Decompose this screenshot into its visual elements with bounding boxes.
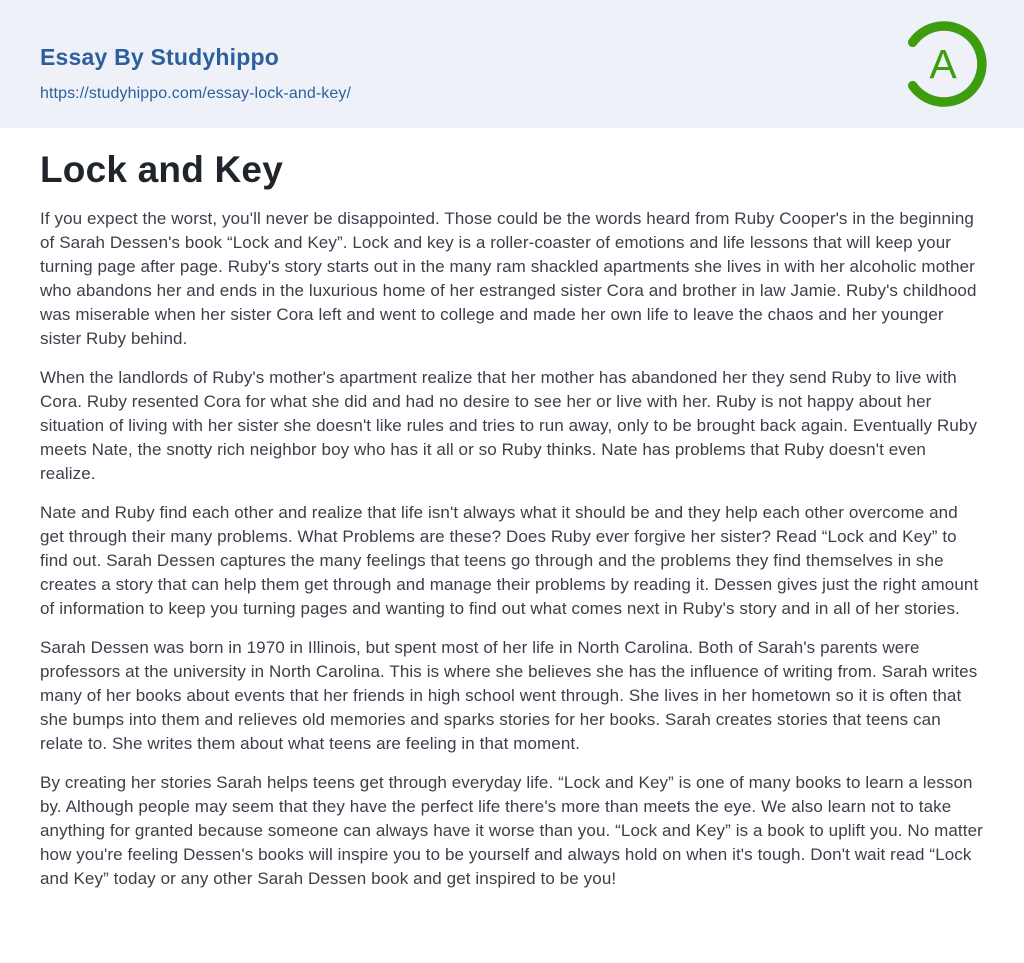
page-header [0, 0, 1024, 128]
essay-paragraph: By creating her stories Sarah helps teens get through everyday life. “Lock and Key” is one of many books to learn a lesson by. Although people may seem that they have the perfect life there's more than meets the eye. We also learn not to take anything for granted because someone can always have it worse than you. “Lock and Key” is a book to uplift you. No matter how you're feeling Dessen's books will inspire you to be yourself and always hold on when it's tough. Don't wait read “Lock and Key” today or any other Sarah Dessen book and get inspired to be you! [40, 773, 983, 889]
essay-paragraph: If you expect the worst, you'll never be disappointed. Those could be the words heard from Ruby Cooper's in the beginning of Sarah Dessen's book “Lock and Key”. Lock and key is a roller-coaster of emotions and life lessons that will keep your turning page after page. Ruby's story starts out in the many ram shackled apartments she lives in with her alcoholic mother who abandons her and ends in the luxurious home of her estranged sister Cora and brother in law Jamie. Ruby's childhood was miserable when her sister Cora left and went to college and made her own life to leave the chaos and her younger sister Ruby behind. [40, 209, 977, 349]
essay-content [0, 128, 1024, 891]
essay-paragraph: Nate and Ruby find each other and realize that life isn't always what it should be and they help each other overcome and get through their many problems. What Problems are these? Does Ruby ever forgive her sister? Read “Lock and Key” to find out. Sarah Dessen captures the many feelings that teens go through and the problems they find themselves in she creates a story that can help them get through and manage their problems by reading it. Dessen gives just the right amount of information to keep you turning pages and wanting to find out what comes next in Ruby's story and in all of her stories. [40, 503, 979, 619]
source-url-link[interactable]: https://studyhippo.com/essay-lock-and-key/ [40, 84, 352, 102]
brand-title: Essay By Studyhippo [40, 44, 279, 70]
logo-letter: A [929, 41, 957, 87]
essay-paragraph: Sarah Dessen was born in 1970 in Illinois, but spent most of her life in North Carolina. Both of Sarah's parents were professors at the university in North Carolina. This is where she believes she has the influence of writing from. Sarah writes many of her books about events that her friends in high school went through. She lives in her hometown so it is often that she bumps into them and relieves old memories and sparks stories for her books. Sarah creates stories that teens can relate to. She writes them about what teens are feeling in that moment. [40, 638, 978, 754]
essay-title: Lock and Key [40, 149, 283, 190]
logo-ring-icon [899, 20, 987, 108]
studyhippo-logo-icon [899, 20, 987, 108]
essay-paragraph: When the landlords of Ruby's mother's apartment realize that her mother has abandoned her they send Ruby to live with Cora. Ruby resented Cora for what she did and had no desire to see her or live with her. Ruby is not happy about her situation of living with her sister she doesn't like rules and tries to run away, only to be brought back again. Eventually Ruby meets Nate, the snotty rich neighbor boy who has it all or so Ruby thinks. Nate has problems that Ruby doesn't even realize. [40, 368, 978, 484]
